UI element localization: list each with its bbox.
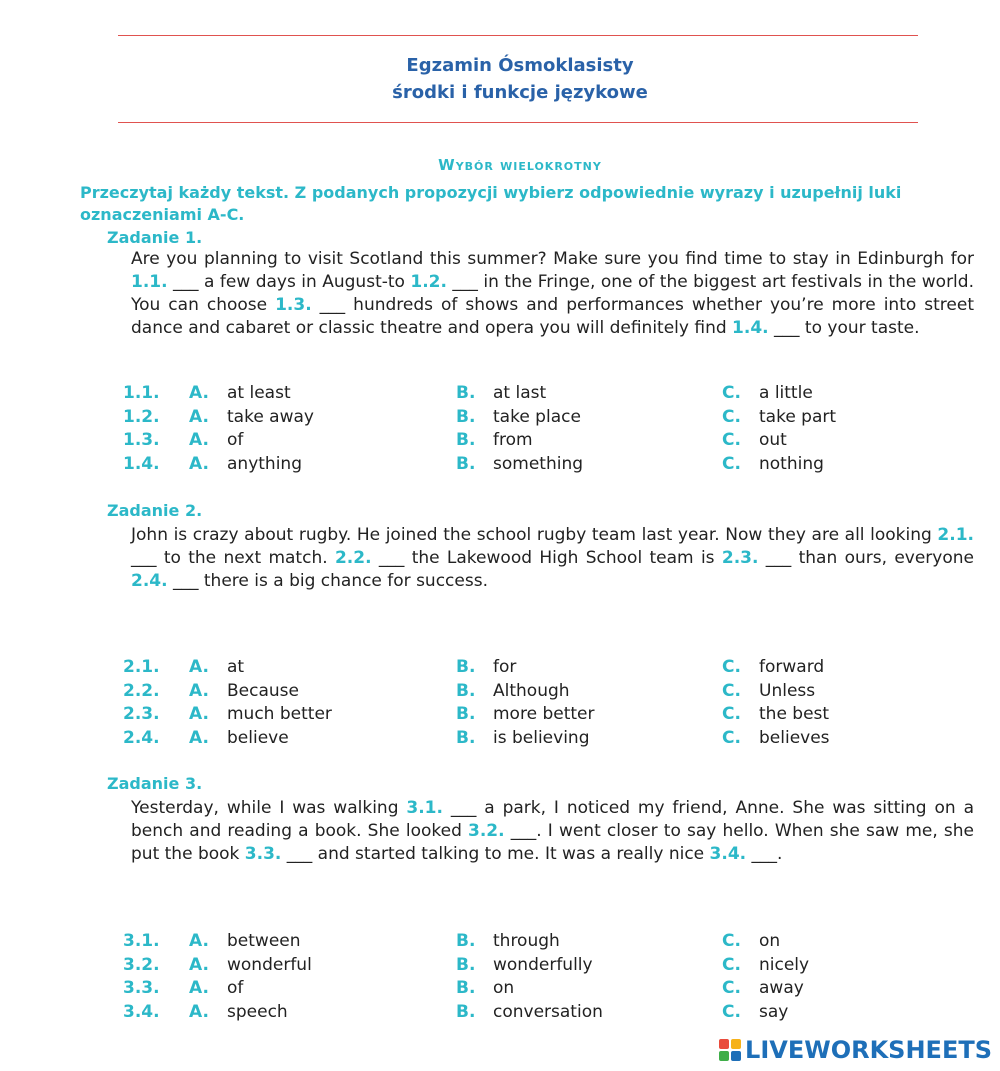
task-title: Zadanie 3. (107, 774, 203, 793)
option-a[interactable]: anything (227, 454, 302, 475)
option-c-letter: C. (722, 406, 741, 427)
option-a[interactable]: at (227, 657, 245, 677)
option-a-letter: A. (189, 406, 209, 427)
brand-text: LIVEWORKSHEETS (745, 1036, 992, 1064)
gap-number: 1.3. (275, 295, 312, 315)
question-number: 3.3. (123, 978, 160, 999)
option-c[interactable]: take part (759, 406, 837, 427)
gap-number: 2.3. (721, 548, 759, 568)
question-row (0, 978, 1000, 1002)
question-row (0, 657, 1000, 681)
option-a-letter: A. (189, 383, 209, 403)
instruction: Przeczytaj każdy tekst. Z podanych propozycji wybierz odpowiednie wyrazy i uzupełnij luki oznaczeniami A-C. (80, 183, 902, 224)
option-a-letter: A. (189, 430, 209, 451)
task-title: Zadanie 2. (107, 501, 203, 520)
option-c[interactable]: a little (759, 383, 813, 403)
option-b-letter: B. (456, 454, 476, 475)
option-b-letter: B. (456, 931, 476, 951)
page-subtitle: środki i funkcje językowe (392, 82, 648, 103)
option-c-letter: C. (722, 728, 741, 749)
text-segment: ___ to the next match. (131, 548, 335, 568)
liveworksheets-icon (719, 1039, 741, 1061)
option-b[interactable]: more better (493, 704, 595, 725)
gap-number: 1.1. (131, 272, 168, 292)
question-number: 3.2. (123, 954, 160, 975)
question-number: 1.4. (123, 454, 160, 475)
question-number: 1.1. (123, 383, 160, 403)
option-b[interactable]: at last (493, 383, 547, 403)
option-b[interactable]: from (493, 430, 533, 451)
option-a[interactable]: much better (227, 704, 332, 725)
gap-number: 3.4. (709, 844, 747, 864)
text-segment: ___ in the Fringe, one of the biggest art festivals in the world. You can choose (131, 272, 974, 315)
page-title: Egzamin Ósmoklasisty (406, 55, 634, 76)
gap-number: 3.1. (406, 798, 443, 818)
option-c[interactable]: on (759, 931, 781, 951)
option-a-letter: A. (189, 704, 209, 725)
option-c[interactable]: away (759, 978, 804, 999)
question-number: 2.4. (123, 728, 160, 749)
option-b-letter: B. (456, 954, 476, 975)
gap-number: 1.2. (410, 272, 447, 292)
option-c-letter: C. (722, 680, 741, 701)
option-b-letter: B. (456, 680, 476, 701)
option-c[interactable]: nicely (759, 954, 810, 975)
gap-number: 2.4. (131, 571, 168, 591)
option-b[interactable]: is believing (493, 728, 590, 749)
question-number: 1.3. (123, 430, 160, 451)
option-a[interactable]: of (227, 978, 244, 999)
option-b[interactable]: something (493, 454, 584, 475)
option-a[interactable]: take away (227, 406, 314, 427)
text-segment: ___ than ours, everyone (758, 548, 974, 568)
question-row (0, 931, 1000, 955)
option-a-letter: A. (189, 931, 209, 951)
question-row (0, 728, 1000, 752)
option-b-letter: B. (456, 383, 476, 403)
option-a-letter: A. (189, 680, 209, 701)
text-segment: ___ to your taste. (768, 318, 920, 338)
question-number: 1.2. (123, 406, 160, 427)
option-a[interactable]: wonderful (227, 954, 312, 975)
brand-logo (719, 1037, 992, 1063)
question-number: 2.1. (123, 657, 160, 677)
gap-number: 1.4. (732, 318, 769, 338)
option-c[interactable]: say (759, 1002, 789, 1023)
option-c[interactable]: nothing (759, 454, 824, 475)
text-segment: ___. (746, 844, 783, 864)
text-segment: ___ a park, I noticed my friend, Anne. She was sitting on a bench and reading a book. She looked (131, 798, 974, 841)
text-segment: ___. I went closer to say hello. When she saw me, she put the book (131, 821, 975, 864)
text-segment: Are you planning to visit Scotland this summer? Make sure you find time to stay in Edinburgh for (131, 249, 974, 269)
option-b[interactable]: Although (493, 680, 570, 701)
option-b[interactable]: for (493, 657, 517, 677)
option-b[interactable]: take place (493, 406, 581, 427)
gap-number: 3.2. (468, 821, 505, 841)
option-c[interactable]: the best (759, 704, 830, 725)
task-title: Zadanie 1. (107, 228, 203, 247)
task-text (131, 797, 974, 866)
option-a[interactable]: believe (227, 728, 289, 749)
option-c[interactable]: Unless (759, 680, 816, 701)
option-b[interactable]: on (493, 978, 515, 999)
option-a[interactable]: at least (227, 383, 291, 403)
option-b-letter: B. (456, 978, 476, 999)
option-c[interactable]: believes (759, 728, 830, 749)
option-c-letter: C. (722, 657, 741, 677)
text-segment: ___ and started talking to me. It was a really nice (281, 844, 710, 864)
question-row (0, 955, 1000, 979)
option-a[interactable]: of (227, 430, 244, 451)
option-c[interactable]: out (759, 430, 787, 451)
task-text (131, 248, 974, 340)
question-row (0, 454, 1000, 478)
option-b-letter: B. (456, 704, 476, 725)
option-c-letter: C. (722, 454, 741, 475)
option-b[interactable]: wonderfully (493, 954, 593, 975)
question-row (0, 681, 1000, 705)
text-segment: ___ there is a big chance for success. (167, 571, 488, 591)
question-row (0, 407, 1000, 431)
option-a[interactable]: speech (227, 1002, 288, 1023)
question-row (0, 1002, 1000, 1026)
text-segment: ___ hundreds of shows and performances whether you’re more into street dance and cabaret or classic theatre and opera you will definitely find (131, 295, 974, 338)
gap-number: 2.2. (334, 548, 372, 568)
option-a-letter: A. (189, 1002, 209, 1023)
question-row (0, 704, 1000, 728)
option-a[interactable]: Because (227, 680, 299, 701)
question-number: 2.3. (123, 704, 160, 725)
gap-number: 2.1. (937, 525, 974, 545)
gap-number: 3.3. (244, 844, 282, 864)
option-c-letter: C. (722, 978, 741, 999)
option-c-letter: C. (722, 430, 741, 451)
option-b[interactable]: conversation (493, 1002, 603, 1023)
option-c[interactable]: forward (759, 657, 825, 677)
question-row (0, 430, 1000, 454)
top-rule (118, 35, 918, 36)
option-c-letter: C. (722, 1002, 741, 1023)
question-row (0, 383, 1000, 407)
option-b-letter: B. (456, 430, 476, 451)
text-segment: ___ the Lakewood High School team is (371, 548, 722, 568)
option-a-letter: A. (189, 978, 209, 999)
text-segment: John is crazy about rugby. He joined the school rugby team last year. Now they are all looking (131, 525, 938, 545)
option-b-letter: B. (456, 406, 476, 427)
text-segment: ___ a few days in August-to (167, 272, 411, 292)
question-number: 2.2. (123, 680, 160, 701)
section-title: Wybór wielokrotny (438, 156, 602, 174)
option-a-letter: A. (189, 657, 209, 677)
option-a-letter: A. (189, 954, 209, 975)
option-c-letter: C. (722, 704, 741, 725)
option-a-letter: A. (189, 454, 209, 475)
option-b-letter: B. (456, 657, 476, 677)
bottom-rule (118, 122, 918, 123)
option-c-letter: C. (722, 383, 741, 403)
option-b-letter: B. (456, 1002, 476, 1023)
option-a[interactable]: between (227, 931, 301, 951)
option-c-letter: C. (722, 954, 741, 975)
task-text (131, 524, 974, 593)
question-number: 3.4. (123, 1002, 160, 1023)
question-number: 3.1. (123, 931, 160, 951)
option-b-letter: B. (456, 728, 476, 749)
option-b[interactable]: through (493, 931, 560, 951)
option-a-letter: A. (189, 728, 209, 749)
option-c-letter: C. (722, 931, 741, 951)
text-segment: Yesterday, while I was walking (131, 798, 407, 818)
